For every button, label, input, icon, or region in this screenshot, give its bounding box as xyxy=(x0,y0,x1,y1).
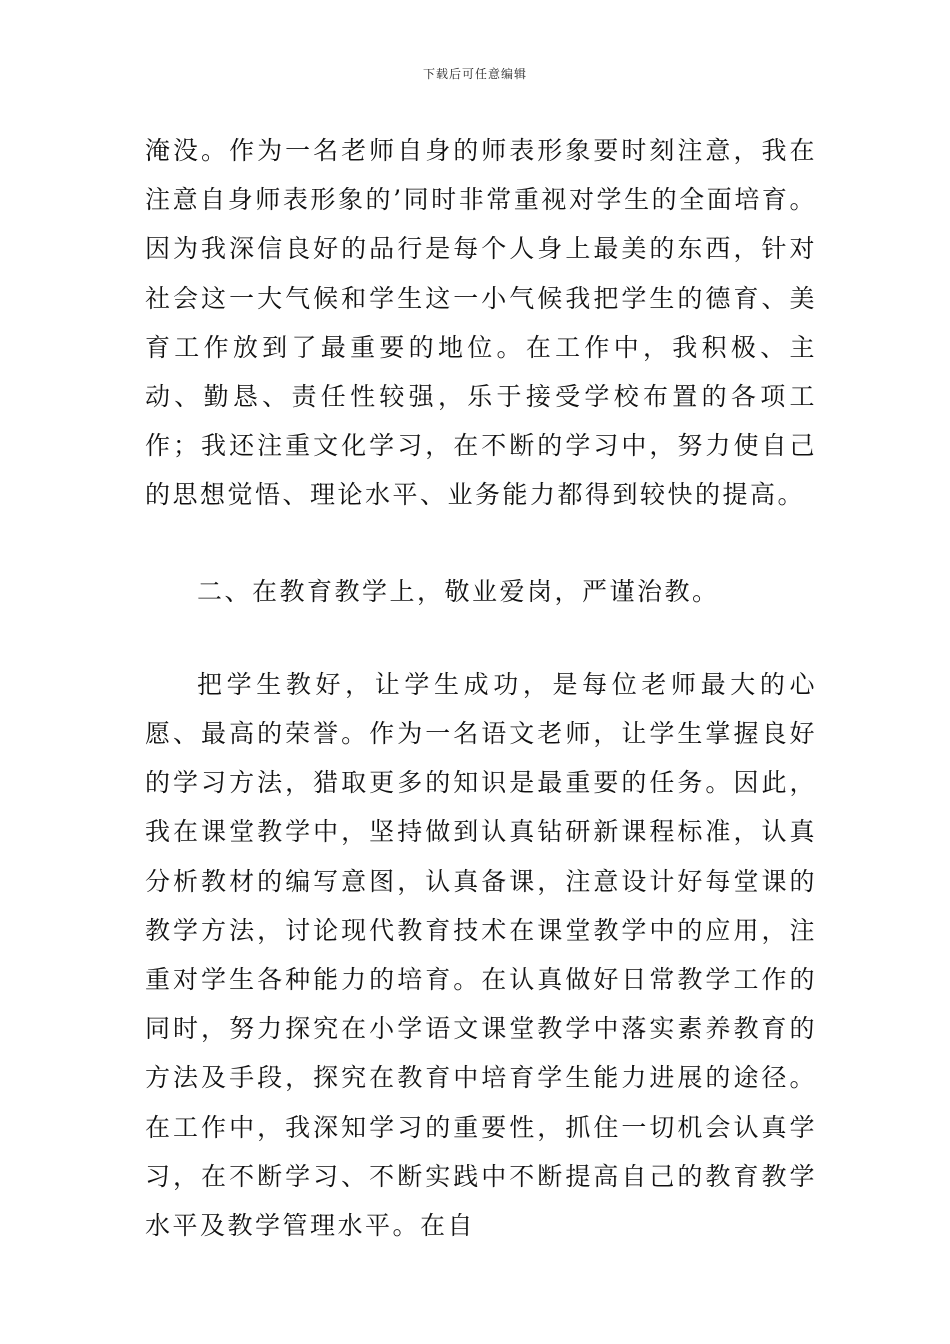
section-heading: 二、在教育教学上，敬业爱岗，严谨治教。 xyxy=(197,576,720,606)
document-body xyxy=(145,126,817,1250)
paragraph-continuation: 淹没。作为一名老师自身的师表形象要时刻注意，我在注意自身师表形象的’同时非常重视对学生的全面培育。因为我深信良好的品行是每个人身上最美的东西，针对社会这一大气候和学生这一小气候我把学生的德育、美育工作放到了最重要的地位。在工作中，我积极、主动、勤恳、责任性较强，乐于接受学校布置的各项工作；我还注重文化学习，在不断的学习中，努力使自己的思想觉悟、理论水平、业务能力都得到较快的提高。 xyxy=(145,136,817,510)
page-header: 下载后可任意编辑 xyxy=(422,67,527,81)
paragraph-teaching: 把学生教好，让学生成功，是每位老师最大的心愿、最高的荣誉。作为一名语文老师，让学生掌握良好的学习方法，猎取更多的知识是最重要的任务。因此，我在课堂教学中，坚持做到认真钻研新课程标准，认真分析教材的编写意图，认真备课，注意设计好每堂课的教学方法，讨论现代教育技术在课堂教学中的应用，注重对学生各种能力的培育。在认真做好日常教学工作的同时，努力探究在小学语文课堂教学中落实素养教育的方法及手段，探究在教育中培育学生能力进展的途径。在工作中，我深知学习的重要性，抓住一切机会认真学习，在不断学习、不断实践中不断提高自己的教育教学水平及教学管理水平。在自 xyxy=(145,669,817,1241)
